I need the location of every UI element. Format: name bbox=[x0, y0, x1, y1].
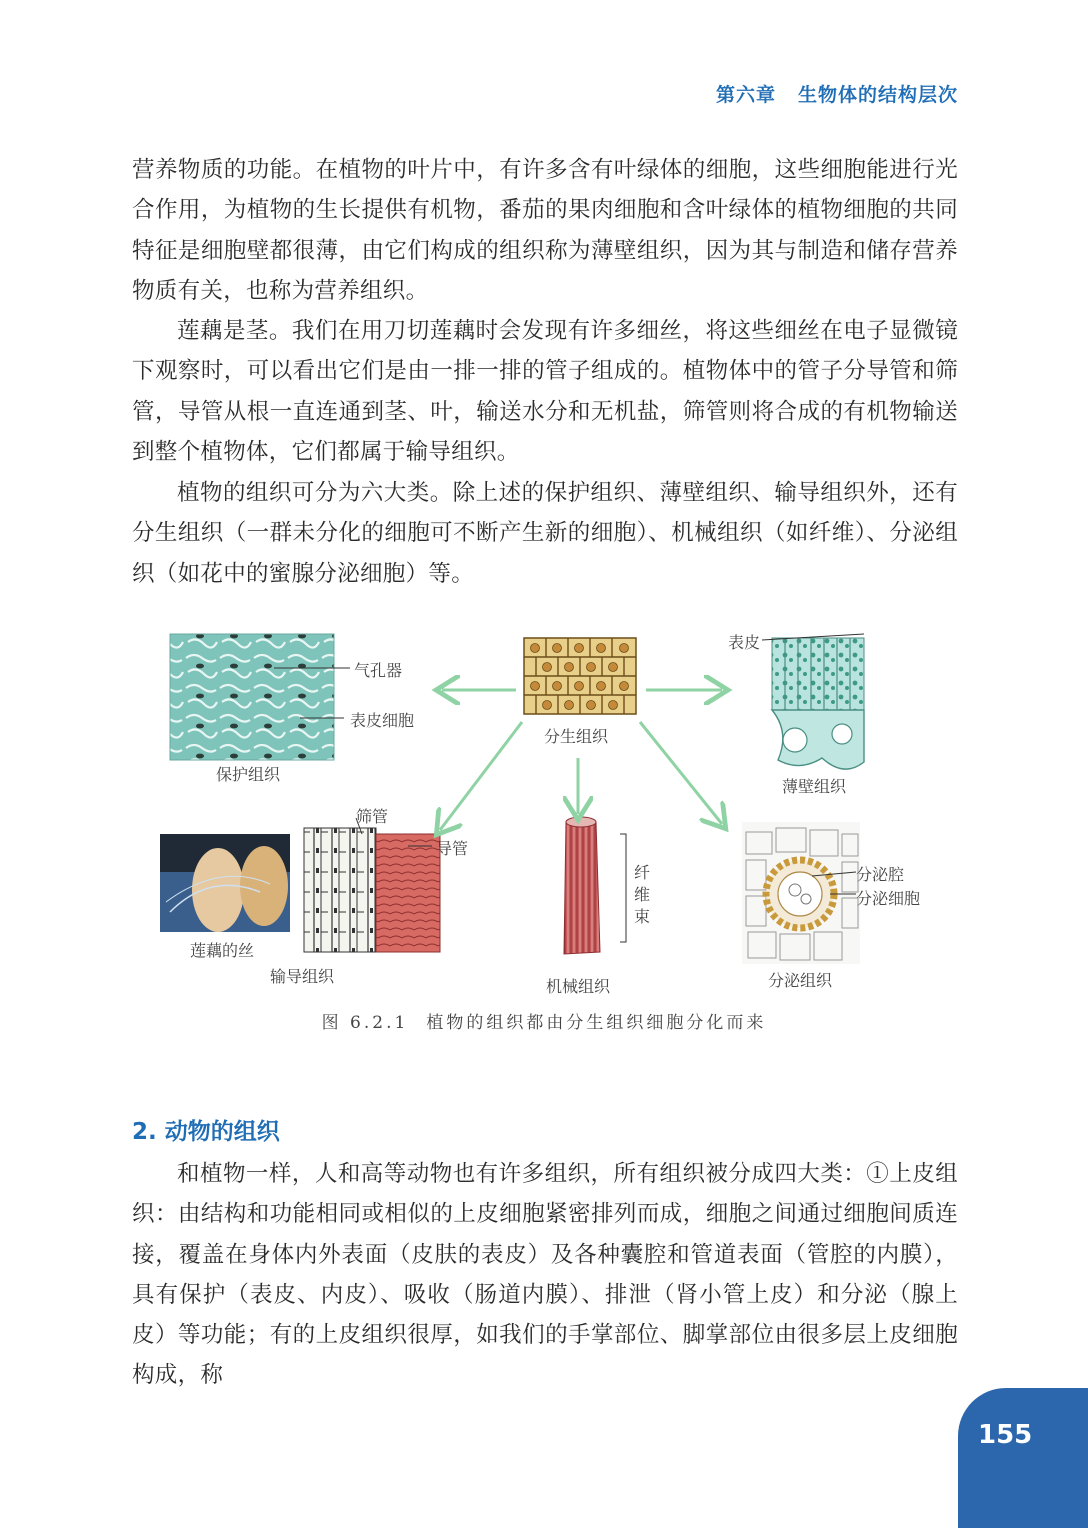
label-sieve-tube: 筛管 bbox=[356, 807, 389, 826]
conducting-tissue-image bbox=[304, 818, 440, 952]
paragraph-3: 植物的组织可分为六大类。除上述的保护组织、薄壁组织、输导组织外，还有分生组织（一群未分化的细胞可不断产生新的细胞）、机械组织（如纤维）、分泌组织（如花中的蜜腺分泌细胞）等。 bbox=[132, 480, 958, 587]
label-protective-tissue: 保护组织 bbox=[216, 765, 281, 784]
chapter-number: 第六章 bbox=[715, 84, 776, 106]
label-vessel: 导管 bbox=[436, 839, 469, 858]
label-meristem: 分生组织 bbox=[544, 727, 609, 746]
label-secretory-tissue: 分泌组织 bbox=[768, 971, 833, 990]
label-lotus-silk: 莲藕的丝 bbox=[190, 941, 255, 960]
section-title: 2. 动物的组织 bbox=[132, 1119, 280, 1145]
secretory-tissue-image bbox=[742, 822, 860, 964]
lotus-photo bbox=[160, 834, 290, 932]
label-secretory-cell: 分泌细胞 bbox=[856, 889, 921, 908]
parenchyma-image bbox=[762, 634, 864, 769]
meristem-image bbox=[524, 638, 636, 714]
label-parenchyma: 薄壁组织 bbox=[782, 777, 847, 796]
label-conducting-tissue: 输导组织 bbox=[270, 967, 335, 986]
label-epidermis: 表皮 bbox=[728, 633, 761, 652]
page-number: 155 bbox=[978, 1420, 1033, 1450]
label-fiber-bundle: 纤维束 bbox=[634, 863, 651, 926]
caption-text: 植物的组织都由分生组织细胞分化而来 bbox=[426, 1013, 767, 1033]
label-stoma: 气孔器 bbox=[354, 661, 403, 680]
label-epidermal-cell: 表皮细胞 bbox=[350, 711, 415, 730]
section-paragraph: 和植物一样，人和高等动物也有许多组织，所有组织被分成四大类：①上皮组织：由结构和功能相同或相似的上皮细胞紧密排列而成，细胞之间通过细胞间质连接，覆盖在身体内外表面（皮肤的表皮）及各种囊腔和管道表面（管腔的内膜），具有保护（表皮、内皮）、吸收（肠道内膜）、排泄（肾小管上皮）和分泌（腺上皮）等功能；有的上皮组织很厚，如我们的手掌部位、脚掌部位由很多层上皮细胞构成，称 bbox=[132, 1161, 958, 1389]
figure-illustration bbox=[150, 622, 950, 1002]
plant-tissue-figure bbox=[150, 622, 950, 1002]
label-mechanical-tissue: 机械组织 bbox=[546, 977, 611, 996]
figure-caption bbox=[0, 1008, 1088, 1033]
protective-tissue-image bbox=[170, 634, 334, 760]
page-number-tab bbox=[958, 1388, 1088, 1528]
running-header bbox=[716, 80, 958, 107]
paragraph-1: 营养物质的功能。在植物的叶片中，有许多含有叶绿体的细胞，这些细胞能进行光合作用，为植物的生长提供有机物，番茄的果肉细胞和含叶绿体的植物细胞的共同特征是细胞壁都很薄，由它们构成的组织称为薄壁组织，因为其与制造和储存营养物质有关，也称为营养组织。 bbox=[132, 157, 958, 304]
chapter-title: 生物体的结构层次 bbox=[797, 84, 958, 106]
caption-number: 图 6.2.1 bbox=[321, 1013, 409, 1033]
mechanical-tissue-image bbox=[564, 817, 626, 954]
paragraph-2: 莲藕是茎。我们在用刀切莲藕时会发现有许多细丝，将这些细丝在电子显微镜下观察时，可以看出它们是由一排一排的管子组成的。植物体中的管子分导管和筛管，导管从根一直连通到茎、叶，输送水分和无机盐，筛管则将合成的有机物输送到整个植物体，它们都属于输导组织。 bbox=[132, 318, 958, 465]
label-secretory-cavity: 分泌腔 bbox=[856, 865, 905, 884]
